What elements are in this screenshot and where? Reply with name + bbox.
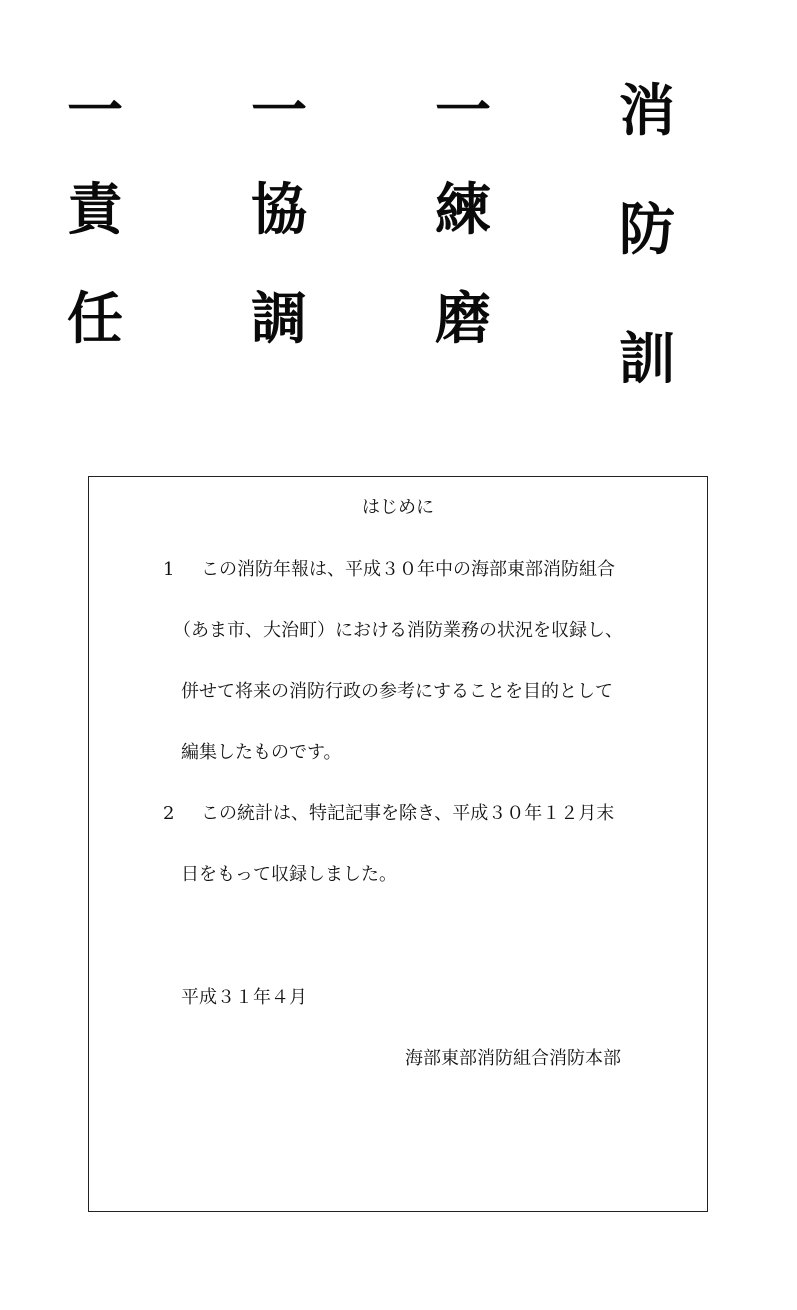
paragraph-text: この統計は、特記記事を除き、平成３０年１２月末 bbox=[201, 803, 615, 824]
intro-item1-line4: 編集したものです。 bbox=[181, 742, 342, 763]
item-number: 2 bbox=[163, 803, 175, 824]
intro-item2-line1 bbox=[163, 803, 614, 825]
motto-char: 防 bbox=[619, 198, 675, 263]
intro-date: 平成３１年４月 bbox=[181, 987, 307, 1008]
motto-column-3 bbox=[244, 80, 314, 407]
intro-item2-line2: 日をもって収録しました。 bbox=[181, 864, 397, 885]
motto-column-4 bbox=[60, 80, 130, 407]
motto-char: 消 bbox=[619, 79, 675, 144]
intro-item1-line1 bbox=[163, 559, 615, 581]
motto-char: 任 bbox=[67, 287, 123, 352]
motto-char: 訓 bbox=[619, 327, 675, 392]
motto-char: 調 bbox=[251, 287, 307, 352]
motto-dash: 一 bbox=[251, 79, 307, 144]
motto-char: 磨 bbox=[435, 287, 491, 352]
intro-item1-line3: 併せて将来の消防行政の参考にすることを目的として bbox=[181, 681, 613, 702]
intro-item1-line2: （あま市、大治町）における消防業務の状況を収録し、 bbox=[173, 620, 623, 641]
paragraph-text: この消防年報は、平成３０年中の海部東部消防組合 bbox=[201, 559, 615, 580]
intro-title: はじめに bbox=[362, 497, 434, 518]
motto-char: 責 bbox=[67, 178, 123, 243]
motto-dash: 一 bbox=[67, 79, 123, 144]
motto-column-2 bbox=[428, 80, 498, 407]
intro-box bbox=[88, 476, 708, 1212]
motto-column-1 bbox=[612, 80, 682, 447]
motto-char: 練 bbox=[435, 178, 491, 243]
intro-issuer: 海部東部消防組合消防本部 bbox=[405, 1048, 621, 1069]
motto-char: 協 bbox=[251, 178, 307, 243]
item-number: 1 bbox=[163, 559, 175, 580]
motto-dash: 一 bbox=[435, 79, 491, 144]
